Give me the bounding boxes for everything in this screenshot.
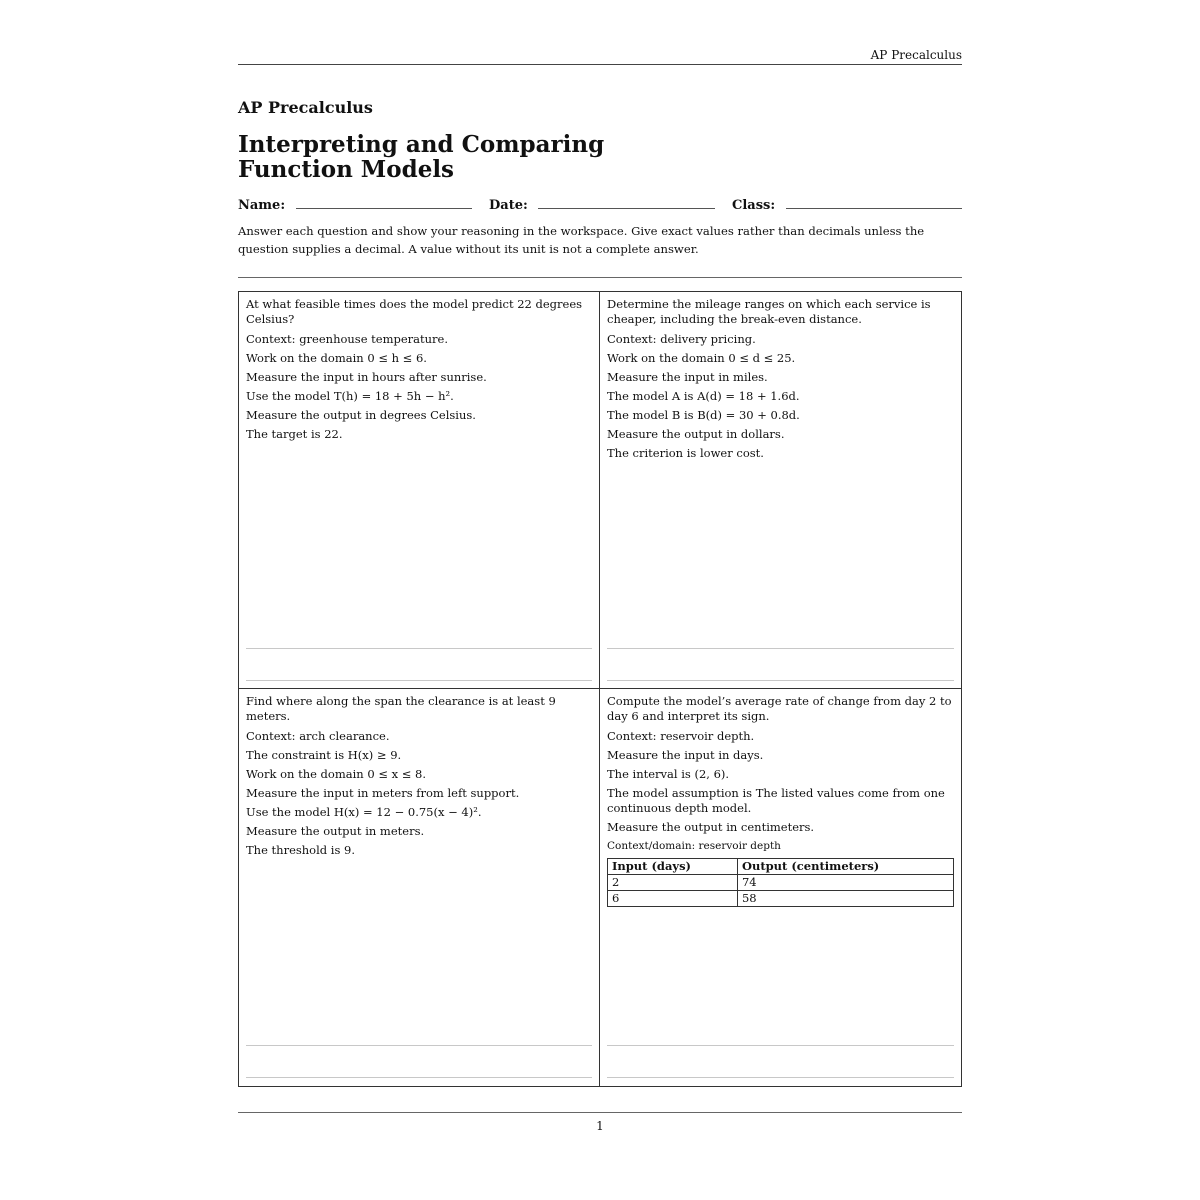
page-number: 1: [238, 1112, 962, 1133]
question-prompt: At what feasible times does the model predict 22 degrees Celsius?: [246, 297, 583, 326]
student-info-fields: [238, 196, 962, 218]
question-prompt: Compute the model’s average rate of change from day 2 to day 6 and interpret its sign.: [607, 694, 952, 723]
question-2: [600, 292, 961, 689]
question-line: The interval is (2, 6).: [607, 767, 730, 781]
table-cell: 74: [737, 875, 953, 891]
running-title: AP Precalculus: [870, 48, 962, 62]
subject-heading: AP Precalculus: [238, 98, 373, 117]
question-line: Context: arch clearance.: [246, 729, 390, 743]
date-field[interactable]: [538, 208, 715, 209]
question-line: The threshold is 9.: [246, 843, 356, 857]
question-line: Use the model H(x) = 12 − 0.75(x − 4)².: [246, 805, 482, 819]
question-4: [600, 689, 961, 1086]
question-line: Context: reservoir depth.: [607, 729, 755, 743]
question-prompt: Find where along the span the clearance is at least 9 meters.: [246, 694, 556, 723]
question-line: Context: greenhouse temperature.: [246, 332, 449, 346]
question-line: The model A is A(d) = 18 + 1.6d.: [607, 389, 800, 403]
question-line: The criterion is lower cost.: [607, 446, 764, 460]
name-field[interactable]: [296, 208, 472, 209]
question-line: Measure the input in hours after sunrise.: [246, 370, 487, 384]
question-1: [239, 292, 600, 689]
question-line: Measure the input in miles.: [607, 370, 768, 384]
question-line: The constraint is H(x) ≥ 9.: [246, 748, 402, 762]
data-table: [607, 858, 954, 907]
question-line: Work on the domain 0 ≤ x ≤ 8.: [246, 767, 427, 781]
question-line: Use the model T(h) = 18 + 5h − h².: [246, 389, 454, 403]
question-line: Measure the output in degrees Celsius.: [246, 408, 476, 422]
question-line: Measure the output in meters.: [246, 824, 425, 838]
divider: [238, 277, 962, 278]
question-line: Work on the domain 0 ≤ d ≤ 25.: [607, 351, 796, 365]
table-cell: 58: [737, 891, 953, 907]
question-line: Context: delivery pricing.: [607, 332, 756, 346]
table-header-row: [608, 859, 954, 875]
question-line: Measure the output in dollars.: [607, 427, 785, 441]
question-line: The model assumption is The listed values come from one continuous depth model.: [607, 786, 945, 815]
table-row: [608, 891, 954, 907]
running-header: [238, 46, 962, 65]
answer-line[interactable]: [246, 1045, 592, 1046]
answer-line[interactable]: [607, 1045, 954, 1046]
answer-line[interactable]: [607, 1077, 954, 1078]
answer-line[interactable]: [607, 648, 954, 649]
table-header-output: Output (centimeters): [737, 859, 953, 875]
question-line: Measure the output in centimeters.: [607, 820, 815, 834]
table-row: [608, 875, 954, 891]
class-field[interactable]: [786, 208, 962, 209]
question-prompt: Determine the mileage ranges on which each service is cheaper, including the break-even distance.: [607, 297, 931, 326]
question-line: Work on the domain 0 ≤ h ≤ 6.: [246, 351, 427, 365]
instructions: Answer each question and show your reasoning in the workspace. Give exact values rather than decimals unless the question supplies a decimal. A value without its unit is not a complete answer.: [238, 224, 925, 256]
answer-line[interactable]: [246, 1077, 592, 1078]
question-line: Measure the input in meters from left support.: [246, 786, 520, 800]
page-title: Interpreting and Comparing Function Models: [238, 131, 605, 183]
question-line: The model B is B(d) = 30 + 0.8d.: [607, 408, 800, 422]
table-caption: Context/domain: reservoir depth: [607, 840, 781, 852]
question-line: Measure the input in days.: [607, 748, 764, 762]
answer-line[interactable]: [246, 648, 592, 649]
table-header-input: Input (days): [608, 859, 738, 875]
answer-line[interactable]: [246, 680, 592, 681]
class-label: Class:: [732, 198, 776, 213]
question-grid: [238, 291, 962, 1087]
date-label: Date:: [489, 198, 528, 213]
table-cell: 6: [608, 891, 738, 907]
question-3: [239, 689, 600, 1086]
table-cell: 2: [608, 875, 738, 891]
answer-line[interactable]: [607, 680, 954, 681]
question-line: The target is 22.: [246, 427, 343, 441]
name-label: Name:: [238, 198, 286, 213]
